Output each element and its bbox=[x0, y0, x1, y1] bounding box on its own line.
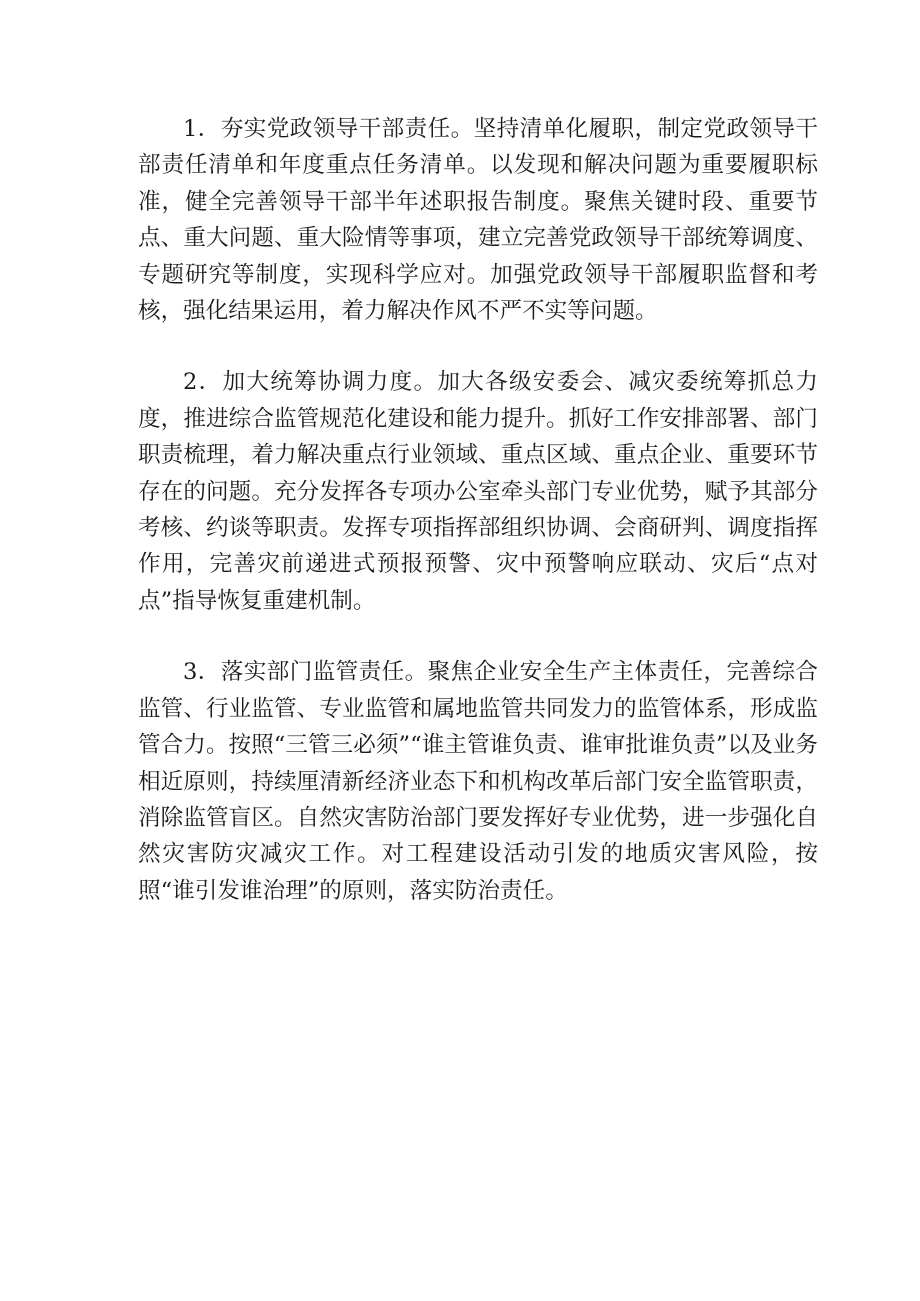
paragraph-2: 2．加大统筹协调力度。加大各级安委会、减灾委统筹抓总力度，推进综合监管规范化建设和能力提升。抓好工作安排部署、部门职责梳理，着力解决重点行业领域、重点区域、重点企业、重要环节存在的问题。充分发挥各专项办公室牵头部门专业优势，赋予其部分考核、约谈等职责。发挥专项指挥部组织协调、会商研判、调度指挥作用，完善灾前递进式预报预警、灾中预警响应联动、灾后“点对点”指导恢复重建机制。 bbox=[138, 369, 818, 614]
paragraph-3: 3．落实部门监管责任。聚焦企业安全生产主体责任，完善综合监管、行业监管、专业监管和属地监管共同发力的监管体系，形成监管合力。按照“三管三必须”“谁主管谁负责、谁审批谁负责”以及业务相近原则，持续厘清新经济业态下和机构改革后部门安全监管职责，消除监管盲区。自然灾害防治部门要发挥好专业优势，进一步强化自然灾害防灾减灾工作。对工程建设活动引发的地质灾害风险，按照“谁引发谁治理”的原则，落实防治责任。 bbox=[138, 659, 818, 904]
document-body bbox=[138, 111, 818, 944]
paragraph-1: 1．夯实党政领导干部责任。坚持清单化履职，制定党政领导干部责任清单和年度重点任务清单。以发现和解决问题为重要履职标准，健全完善领导干部半年述职报告制度。聚焦关键时段、重要节点、重大问题、重大险情等事项，建立完善党政领导干部统筹调度、专题研究等制度，实现科学应对。加强党政领导干部履职监督和考核，强化结果运用，着力解决作风不严不实等问题。 bbox=[138, 116, 818, 325]
